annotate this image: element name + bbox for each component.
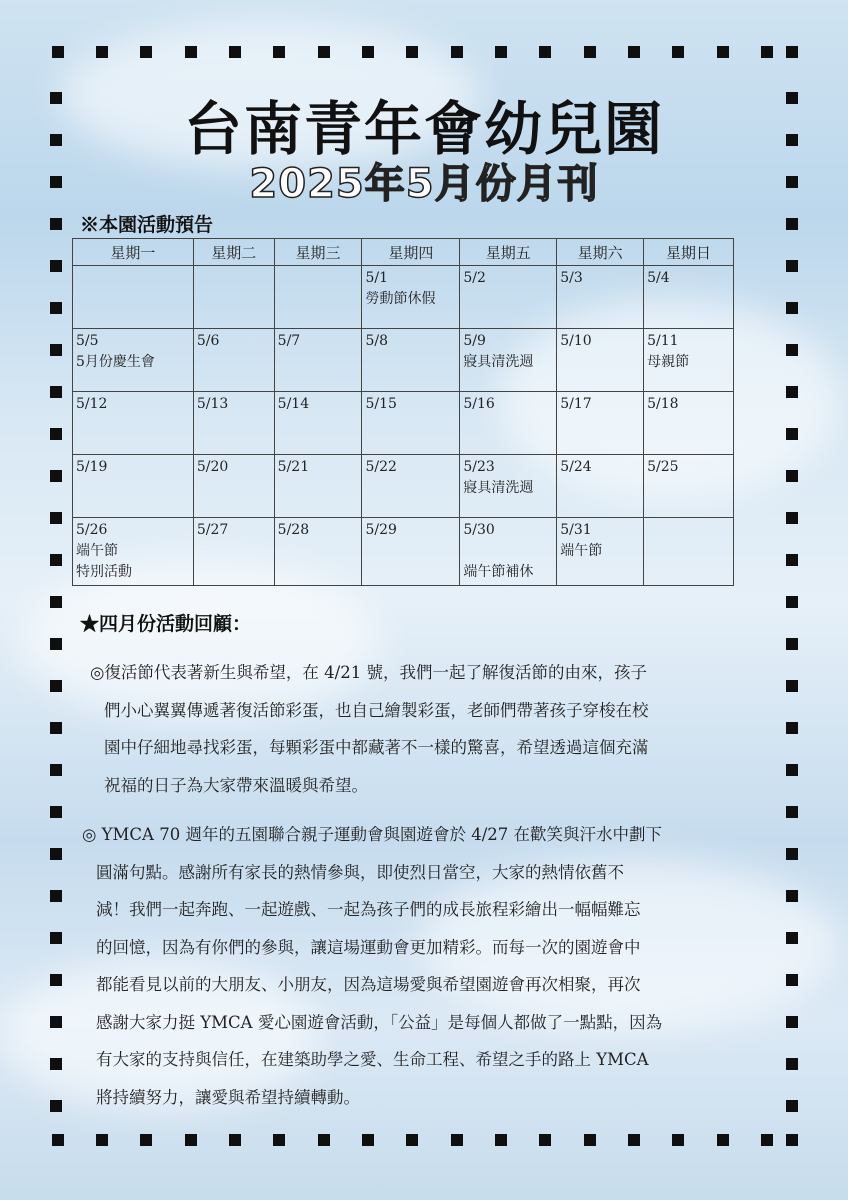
border-square [273,1134,285,1146]
calendar-day-cell [193,329,274,392]
calendar-date: 5/7 [277,333,301,349]
border-square [786,848,798,860]
border-square [786,1134,798,1146]
calendar-event: 勞動節休假 [365,291,436,307]
border-square [495,46,507,58]
border-square [50,848,62,860]
calendar-day-cell [644,329,734,392]
border-square [786,974,798,986]
calendar-day-cell [193,518,274,586]
border-square [50,554,62,566]
border-square [584,1134,596,1146]
calendar-day-cell [73,329,194,392]
weekday-header: 星期二 [193,239,274,266]
calendar-event: 端午節 [76,543,118,559]
border-square [786,596,798,608]
review-paragraph-1 [90,654,649,804]
border-square [786,1100,798,1112]
calendar-date: 5/1 [365,270,388,286]
calendar-date: 5/20 [196,459,229,475]
border-square [786,218,798,230]
calendar-date: 5/14 [277,396,310,412]
calendar-day-cell [274,392,362,455]
calendar-day-cell [193,266,274,329]
border-square [761,46,773,58]
border-square [786,302,798,314]
border-square [786,890,798,902]
calendar-heading: ※本園活動預告 [80,214,214,236]
paragraph-line: ◎ YMCA 70 週年的五園聯合親子運動會與園遊會於 4/27 在歡笑與汗水中劃下 [82,825,662,844]
border-square [50,470,62,482]
border-square [52,46,64,58]
calendar-day-cell [274,266,362,329]
calendar-table [72,238,734,586]
border-square [786,386,798,398]
paragraph-line: 將持續努力，讓愛與希望持續轉動。 [96,1087,360,1107]
calendar-date: 5/13 [196,396,229,412]
border-square [786,512,798,524]
calendar-week-row [73,455,734,518]
border-square [50,974,62,986]
calendar-day-cell [460,518,557,586]
calendar-day-cell [362,518,460,586]
calendar-day-cell [274,329,362,392]
calendar-day-cell [557,518,644,586]
paragraph-line: ◎復活節代表著新生與希望，在 4/21 號，我們一起了解復活節的由來，孩子 [90,663,647,682]
calendar-day-cell [557,266,644,329]
border-square [50,1058,62,1070]
border-square [318,46,330,58]
calendar-date: 5/24 [560,459,592,475]
calendar-date: 5/22 [365,459,397,475]
calendar-day-cell [557,455,644,518]
border-square [96,1134,108,1146]
border-square [96,46,108,58]
border-square [786,428,798,440]
calendar-day-cell [362,266,460,329]
border-square [185,1134,197,1146]
border-square [52,1134,64,1146]
calendar-day-cell [557,392,644,455]
calendar-day-cell [193,392,274,455]
border-square [50,764,62,776]
border-square [362,1134,374,1146]
calendar-day-cell [73,392,194,455]
border-square [717,46,729,58]
border-square [786,554,798,566]
border-square [185,46,197,58]
border-square [786,260,798,272]
calendar-date: 5/31 [560,522,592,538]
calendar-event: 特別活動 [76,564,132,580]
calendar-day-cell [193,455,274,518]
calendar-day-cell [557,329,644,392]
border-square [406,46,418,58]
calendar-header-row [73,239,734,266]
border-square [539,1134,551,1146]
paragraph-line: 的回憶，因為有你們的參與，讓這場運動會更加精彩。而每一次的園遊會中 [96,937,641,957]
calendar-event: 寢具清洗週 [463,354,534,370]
calendar-date: 5/2 [463,270,486,286]
calendar-event: 端午節補休 [463,564,534,580]
calendar-day-cell [644,392,734,455]
calendar-date: 5/15 [365,396,397,412]
border-square [50,260,62,272]
calendar-date: 5/25 [647,459,679,475]
paragraph-line: 園中仔細地尋找彩蛋，每顆彩蛋中都藏著不一樣的驚喜，希望透過這個充滿 [104,738,649,757]
calendar-date: 5/26 [76,522,108,538]
calendar-day-cell [274,455,362,518]
border-square [362,46,374,58]
calendar-date: 5/11 [647,333,679,349]
border-square [50,344,62,356]
calendar-day-cell [362,455,460,518]
border-square [50,218,62,230]
border-square [786,722,798,734]
calendar-day-cell [460,329,557,392]
review-paragraph-2 [82,816,662,1116]
border-square [50,428,62,440]
calendar-date: 5/17 [560,396,592,412]
calendar-week-row [73,518,734,586]
calendar-date: 5/18 [647,396,679,412]
calendar-week-row [73,266,734,329]
border-square [406,1134,418,1146]
review-heading: ★四月份活動回顧： [80,613,252,635]
calendar-day-cell [362,392,460,455]
border-square [451,1134,463,1146]
border-square [672,46,684,58]
weekday-header: 星期五 [460,239,557,266]
calendar-date: 5/8 [365,333,388,349]
border-square [50,386,62,398]
border-square [451,46,463,58]
border-square [786,1058,798,1070]
border-square [786,806,798,818]
calendar-day-cell [73,266,194,329]
calendar-event [463,541,553,562]
weekday-header: 星期日 [644,239,734,266]
calendar-day-cell [644,455,734,518]
paragraph-line: 都能看見以前的大朋友、小朋友，因為這場愛與希望園遊會再次相聚，再次 [96,975,641,994]
paragraph-line: 們小心翼翼傳遞著復活節彩蛋，也自己繪製彩蛋，老師們帶著孩子穿梭在校 [104,700,649,720]
page-subtitle: 2025年5月份月刊 [249,161,599,207]
border-square [50,1100,62,1112]
border-square [672,1134,684,1146]
border-square [229,46,241,58]
calendar-day-cell [274,518,362,586]
border-square [786,344,798,356]
calendar-date: 5/10 [560,333,592,349]
border-square [273,46,285,58]
calendar-date: 5/29 [365,522,397,538]
calendar-date: 5/21 [277,459,310,475]
border-square [786,932,798,944]
page-title: 台南青年會幼兒園 [183,95,664,163]
paragraph-line: 圓滿句點。感謝所有家長的熱情參與，即使烈日當空，大家的熱情依舊不 [96,862,624,882]
border-square [50,890,62,902]
border-square [140,46,152,58]
calendar-day-cell [644,518,734,586]
calendar-event: 寢具清洗週 [463,480,534,496]
calendar-day-cell [362,329,460,392]
border-square [539,46,551,58]
calendar-date: 5/12 [76,396,108,412]
border-square [318,1134,330,1146]
weekday-header: 星期三 [274,239,362,266]
border-square [786,680,798,692]
border-square [628,46,640,58]
calendar-date: 5/16 [463,396,495,412]
calendar-date: 5/28 [277,522,310,538]
border-square [786,470,798,482]
border-square [628,1134,640,1146]
calendar-day-cell [460,392,557,455]
calendar-date: 5/3 [560,270,583,286]
border-square [50,512,62,524]
border-square [50,806,62,818]
border-square [50,680,62,692]
calendar-date: 5/23 [463,459,495,475]
border-square [786,1016,798,1028]
weekday-header: 星期六 [557,239,644,266]
border-square [50,596,62,608]
border-square [761,1134,773,1146]
weekday-header: 星期一 [73,239,194,266]
paragraph-line: 有大家的支持與信任，在建築助學之愛、生命工程、希望之手的路上 YMCA [96,1050,649,1069]
calendar-date: 5/6 [196,333,220,349]
calendar-day-cell [460,455,557,518]
border-square [229,1134,241,1146]
border-square [140,1134,152,1146]
border-square [786,46,798,58]
calendar-event: 端午節 [560,543,603,559]
border-square [495,1134,507,1146]
border-square [50,638,62,650]
border-square [50,302,62,314]
weekday-header: 星期四 [362,239,460,266]
border-square [717,1134,729,1146]
border-square [786,764,798,776]
calendar-day-cell [644,266,734,329]
calendar-day-cell [460,266,557,329]
border-square [584,46,596,58]
calendar-week-row [73,329,734,392]
paragraph-line: 減！我們一起奔跑、一起遊戲、一起為孩子們的成長旅程彩繪出一幅幅難忘 [96,900,641,919]
calendar-date: 5/27 [196,522,229,538]
border-square [50,1016,62,1028]
calendar-event: 5月份慶生會 [76,354,155,370]
border-square [50,932,62,944]
calendar-event: 母親節 [647,354,690,370]
calendar-date: 5/30 [463,522,495,538]
border-square [50,722,62,734]
calendar-date: 5/19 [76,459,108,475]
border-square [786,638,798,650]
calendar-week-row [73,392,734,455]
calendar-day-cell [73,518,194,586]
calendar-date: 5/5 [76,333,99,349]
paragraph-line: 感謝大家力挺 YMCA 愛心園遊會活動，「公益」是每個人都做了一點點，因為 [96,1012,663,1032]
calendar-date: 5/9 [463,333,486,349]
calendar-date: 5/4 [647,270,670,286]
calendar-day-cell [73,455,194,518]
paragraph-line: 祝福的日子為大家帶來溫暖與希望。 [104,775,368,795]
